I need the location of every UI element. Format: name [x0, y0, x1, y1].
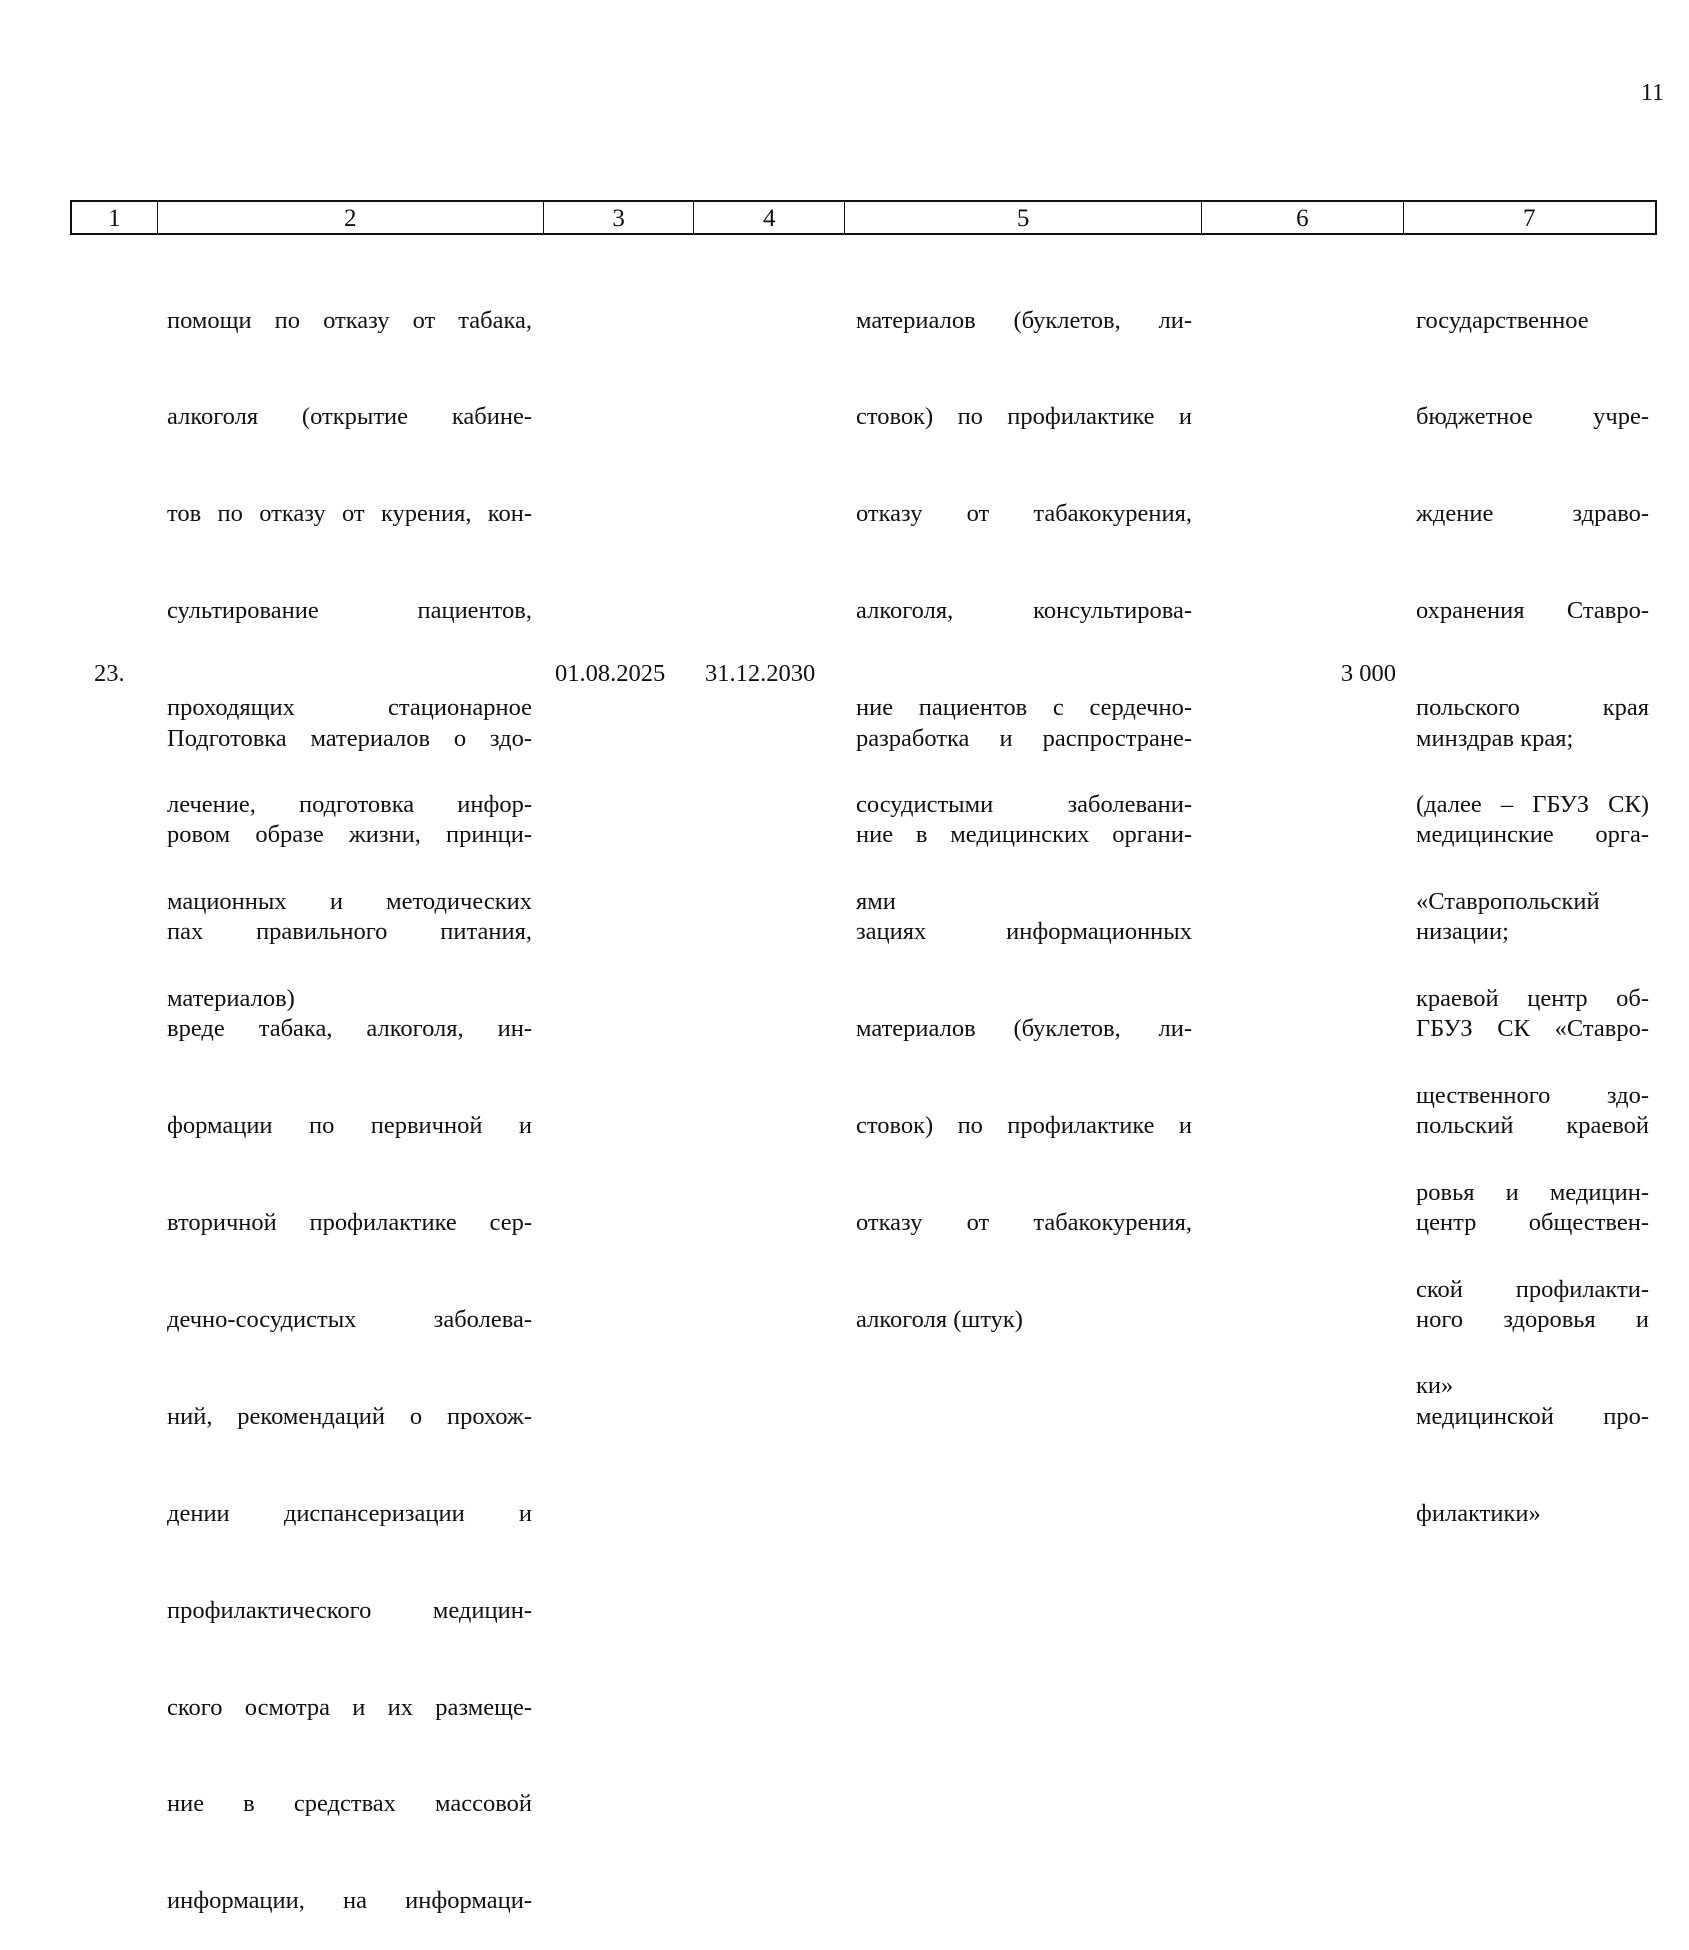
text-line: материалов): [167, 984, 295, 1012]
text-line: ного здоровья и: [1416, 1305, 1649, 1333]
row-23-result: [856, 658, 1192, 1369]
text-line: стовок) по профилактике и: [856, 403, 1192, 431]
text-line: ки»: [1416, 1372, 1454, 1400]
header-col-2: 2: [158, 202, 544, 233]
text-line: щественного здо-: [1416, 1081, 1649, 1109]
text-line: сультирование пациентов,: [167, 597, 532, 625]
row-23-value: 3 000: [1340, 660, 1396, 687]
text-line: мационных и методических: [167, 887, 532, 915]
text-line: отказу от табакокурения,: [856, 1209, 1192, 1237]
text-line: проходящих стационарное: [167, 694, 532, 722]
text-line: Подготовка материалов о здо-: [167, 724, 532, 752]
text-line: ние пациентов с сердечно-: [856, 694, 1192, 722]
text-line: низации;: [1416, 918, 1509, 946]
text-line: ского осмотра и их размеще-: [167, 1693, 532, 1721]
end-date: 31.12.2030: [705, 660, 816, 687]
header-col-5: 5: [845, 202, 1202, 233]
text-line: филактики»: [1416, 1499, 1541, 1527]
text-line: тов по отказу от курения, кон-: [167, 500, 532, 528]
table-header: [70, 200, 1657, 235]
text-line: вреде табака, алкоголя, ин-: [167, 1015, 532, 1043]
text-line: отказу от табакокурения,: [856, 500, 1192, 528]
text-line: пах правильного питания,: [167, 918, 532, 946]
text-line: помощи по отказу от табака,: [167, 306, 532, 334]
text-line: профилактического медицин-: [167, 1596, 532, 1624]
row-23-responsible: [1416, 658, 1649, 1562]
page-number: 11: [1640, 80, 1664, 106]
header-col-7: 7: [1523, 205, 1536, 232]
text-line: ние в медицинских органи-: [856, 821, 1192, 849]
text-line: ждение здраво-: [1416, 500, 1649, 528]
text-line: вторичной профилактике сер-: [167, 1209, 532, 1237]
text-line: материалов (буклетов, ли-: [856, 306, 1192, 334]
text-line: центр обществен-: [1416, 1209, 1649, 1237]
text-line: дении диспансеризации и: [167, 1499, 532, 1527]
text-line: алкоголя, консультирова-: [856, 597, 1192, 625]
text-line: зациях информационных: [856, 918, 1192, 946]
text-line: ГБУЗ СК «Ставро-: [1416, 1015, 1649, 1043]
text-line: разработка и распростране-: [856, 724, 1192, 752]
text-line: ской профилакти-: [1416, 1275, 1649, 1303]
text-line: (далее – ГБУЗ СК): [1416, 791, 1649, 819]
text-line: государственное: [1416, 306, 1589, 334]
header-col-1: 1: [72, 202, 158, 233]
text-line: алкоголя (открытие кабине-: [167, 403, 532, 431]
text-line: ровом образе жизни, принци-: [167, 821, 532, 849]
text-line: «Ставропольский: [1416, 887, 1600, 915]
start-date: 01.08.2025: [555, 660, 666, 687]
text-line: стовок) по профилактике и: [856, 1112, 1192, 1140]
text-line: минздрав края;: [1416, 724, 1574, 752]
text-line: лечение, подготовка инфор-: [167, 791, 532, 819]
row-number: 23.: [94, 660, 125, 687]
text-line: ний, рекомендаций о прохож-: [167, 1402, 532, 1430]
header-col-6: 6: [1202, 202, 1403, 233]
text-line: ями: [856, 887, 896, 915]
text-line: бюджетное учре-: [1416, 403, 1649, 431]
text-line: материалов (буклетов, ли-: [856, 1015, 1192, 1043]
text-line: информации, на информаци-: [167, 1887, 532, 1915]
text-line: медицинские орга-: [1416, 821, 1649, 849]
text-line: польского края: [1416, 694, 1649, 722]
text-line: польский краевой: [1416, 1112, 1649, 1140]
text-line: формации по первичной и: [167, 1112, 532, 1140]
text-line: охранения Ставро-: [1416, 597, 1649, 625]
row-23-activity: [167, 658, 532, 1950]
text-line: ние в средствах массовой: [167, 1790, 532, 1818]
text-line: алкоголя (штук): [856, 1305, 1023, 1333]
text-line: сосудистыми заболевани-: [856, 791, 1192, 819]
text-line: дечно-сосудистых заболева-: [167, 1305, 532, 1333]
text-line: краевой центр об-: [1416, 984, 1649, 1012]
header-col-4: 4: [694, 202, 845, 233]
text-line: ровья и медицин-: [1416, 1178, 1649, 1206]
header-col-3: 3: [544, 202, 695, 233]
text-line: медицинской про-: [1416, 1402, 1649, 1430]
